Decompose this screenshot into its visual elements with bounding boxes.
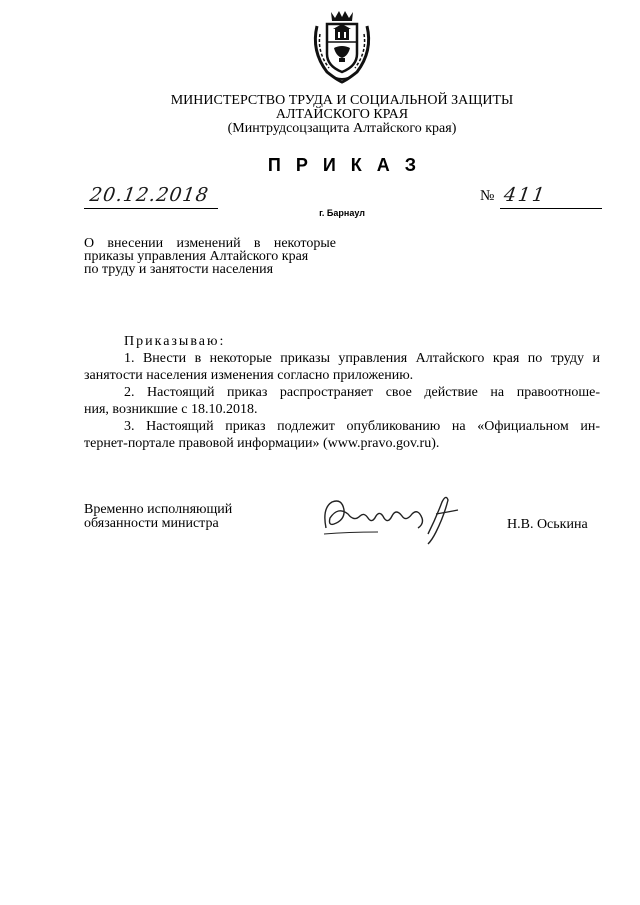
organization-name-line-1: МИНИСТЕРСТВО ТРУДА И СОЦИАЛЬНОЙ ЗАЩИТЫ xyxy=(170,93,514,108)
organization-short-name: (Минтрудсоцзащита Алтайского края) xyxy=(227,121,457,136)
coat-of-arms-icon xyxy=(307,6,377,86)
number-label: № xyxy=(480,188,495,204)
handwritten-signature-icon xyxy=(318,488,468,548)
signatory-name: Н.В. Оськина xyxy=(507,517,588,532)
signatory-role-line-1: Временно исполняющий xyxy=(84,502,233,517)
number-field xyxy=(500,184,602,209)
handwritten-date: 20.12.2018 xyxy=(88,184,211,206)
item-1-line-2: занятости населения изменения согласно приложению. xyxy=(84,368,414,383)
subject-line-1: О внесении изменений в некоторые xyxy=(84,236,336,251)
item-3-line-1: 3. Настоящий приказ подлежит опубликованию на «Официальном ин- xyxy=(124,419,600,434)
subject-line-3: по труду и занятости населения xyxy=(84,262,274,277)
document-subject xyxy=(84,237,336,276)
signatory-role-line-2: обязанности министра xyxy=(84,516,219,531)
item-3-line-2: тернет-портале правовой информации» (www.pravo.gov.ru). xyxy=(84,436,440,451)
order-word: Приказываю: xyxy=(124,334,226,349)
item-1-line-1: 1. Внести в некоторые приказы управления Алтайского края по труду и xyxy=(124,351,600,366)
organization-name-line-2: АЛТАЙСКОГО КРАЯ xyxy=(275,107,409,122)
item-2-line-2: ния, возникшие с 18.10.2018. xyxy=(84,402,258,417)
handwritten-number: 411 xyxy=(502,184,548,206)
city: г. Барнаул xyxy=(319,208,365,218)
subject-line-2: приказы управления Алтайского края xyxy=(84,249,309,264)
date-field xyxy=(84,184,218,209)
document-type-title: ПРИКАЗ xyxy=(267,155,432,175)
signatory-role xyxy=(84,503,232,531)
item-2-line-1: 2. Настоящий приказ распространяет свое действие на правоотноше- xyxy=(124,385,600,400)
